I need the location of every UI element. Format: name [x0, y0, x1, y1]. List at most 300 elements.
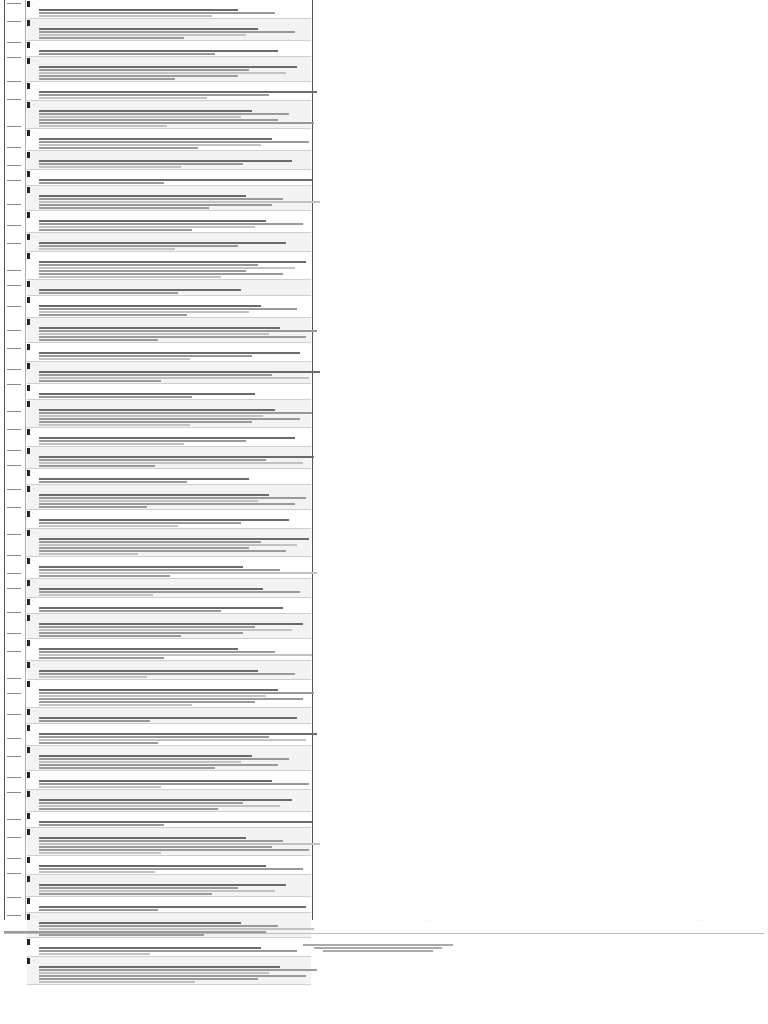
text-line	[39, 635, 181, 637]
text-line	[39, 69, 249, 71]
row-marker-icon	[27, 448, 30, 454]
thread-row[interactable]	[27, 0, 311, 19]
gutter-line-number	[7, 693, 21, 694]
text-line	[39, 594, 153, 596]
text-line	[39, 953, 150, 955]
thread-row-title: · ·	[32, 791, 35, 796]
text-line	[39, 648, 238, 650]
text-line	[39, 327, 280, 329]
text-line	[39, 610, 221, 612]
text-line	[39, 409, 275, 411]
thread-row[interactable]	[27, 828, 311, 856]
thread-row-title: · ·	[32, 813, 35, 818]
text-line	[39, 736, 269, 738]
gutter-line-number	[7, 348, 21, 349]
thread-row-header	[27, 812, 311, 820]
row-marker-icon	[27, 1, 30, 7]
text-line	[39, 50, 278, 52]
text-line	[39, 566, 243, 568]
text-line	[39, 308, 297, 310]
thread-row-title: · ·	[32, 429, 35, 434]
text-line	[39, 947, 261, 949]
text-line	[39, 396, 192, 398]
text-line	[39, 53, 215, 55]
text-line	[39, 657, 164, 659]
text-line	[39, 352, 300, 354]
gutter-line-number	[7, 738, 21, 739]
thread-row[interactable]	[27, 469, 311, 485]
text-line	[39, 865, 266, 867]
thread-row-title: · ·	[32, 363, 35, 368]
row-marker-icon	[27, 42, 30, 48]
row-marker-icon	[27, 20, 30, 26]
text-line	[39, 94, 269, 96]
text-line	[39, 424, 190, 426]
thread-row[interactable]	[27, 252, 311, 280]
thread-row-title: · ·	[32, 939, 35, 944]
thread-row-header	[27, 708, 311, 716]
row-marker-icon	[27, 876, 30, 882]
thread-row-header	[27, 856, 311, 864]
row-marker-icon	[27, 530, 30, 536]
text-line	[39, 119, 278, 121]
text-line	[39, 245, 238, 247]
thread-row[interactable]	[27, 812, 311, 828]
text-line	[39, 459, 266, 461]
thread-row-title: · ·	[32, 599, 35, 604]
text-line	[39, 786, 161, 788]
row-marker-icon	[27, 363, 30, 369]
text-line	[39, 767, 215, 769]
thread-row-header	[27, 151, 311, 159]
text-line	[39, 276, 221, 278]
thread-row-header	[27, 170, 311, 178]
text-line	[39, 144, 261, 146]
text-line	[39, 764, 278, 766]
gutter-line-number	[7, 588, 21, 589]
thread-row-header	[27, 384, 311, 392]
thread-row-title: · ·	[32, 1, 35, 6]
text-line	[39, 519, 289, 521]
gutter-line-number	[7, 633, 21, 634]
thread-row[interactable]	[27, 913, 311, 938]
thread-row-header	[27, 579, 311, 587]
thread-row-title: · ·	[32, 297, 35, 302]
text-line	[39, 443, 184, 445]
thread-row-header	[27, 639, 311, 647]
row-marker-icon	[27, 429, 30, 435]
thread-row-header	[27, 57, 311, 65]
row-marker-icon	[27, 297, 30, 303]
text-line	[39, 97, 207, 99]
text-line	[39, 698, 303, 700]
text-line	[39, 478, 249, 480]
row-marker-icon	[27, 319, 30, 325]
text-line	[39, 934, 204, 936]
thread-row-title: · ·	[32, 681, 35, 686]
text-line	[39, 37, 184, 39]
thread-row-title: · ·	[32, 102, 35, 107]
thread-row-header	[27, 614, 311, 622]
text-line	[39, 802, 243, 804]
thread-row[interactable]	[27, 746, 311, 771]
thread-row-title: · ·	[32, 401, 35, 406]
text-line	[39, 166, 181, 168]
text-line	[39, 887, 238, 889]
text-line	[39, 355, 252, 357]
gutter-line-number	[7, 204, 21, 205]
text-line	[39, 553, 138, 555]
text-line	[39, 330, 317, 332]
secondary-link[interactable]: · · · · ·	[420, 918, 429, 922]
text-line	[39, 588, 263, 590]
thread-row[interactable]	[27, 680, 311, 708]
text-line	[39, 909, 158, 911]
gutter-line-number	[7, 429, 21, 430]
text-line	[39, 871, 155, 873]
text-line	[39, 122, 314, 124]
text-line	[39, 78, 175, 80]
text-line	[39, 569, 280, 571]
row-marker-icon	[27, 939, 30, 945]
thread-row[interactable]	[27, 57, 311, 82]
text-line	[39, 333, 269, 335]
thread-row-header	[27, 400, 311, 408]
text-line	[39, 843, 320, 845]
thread-row[interactable]	[27, 708, 311, 724]
text-line	[39, 75, 238, 77]
text-line	[39, 34, 246, 36]
thread-row-title: · ·	[32, 898, 35, 903]
thread-row-header	[27, 129, 311, 137]
thread-row[interactable]	[27, 661, 311, 680]
text-line	[39, 824, 164, 826]
thread-row[interactable]	[27, 771, 311, 790]
thread-row-header	[27, 469, 311, 477]
thread-row[interactable]	[27, 129, 311, 151]
row-marker-icon	[27, 152, 30, 158]
thread-row-title: · ·	[32, 448, 35, 453]
thread-row-title: · ·	[32, 640, 35, 645]
thread-row-title: · ·	[32, 152, 35, 157]
text-line	[39, 704, 192, 706]
text-line	[39, 267, 295, 269]
gutter-line-number	[7, 489, 21, 490]
text-line	[314, 947, 442, 949]
thread-row[interactable]	[27, 639, 311, 661]
text-line	[39, 261, 306, 263]
text-line	[39, 497, 306, 499]
thread-row[interactable]	[27, 186, 311, 211]
text-line	[39, 575, 170, 577]
thread-row-title: · ·	[32, 20, 35, 25]
thread-row[interactable]	[27, 41, 311, 57]
text-line	[39, 207, 209, 209]
gutter-line-number	[7, 858, 21, 859]
thread-row-title: · ·	[32, 876, 35, 881]
thread-row[interactable]	[27, 790, 311, 812]
thread-row-title: · ·	[32, 281, 35, 286]
thread-row-header	[27, 233, 311, 241]
text-line	[39, 91, 317, 93]
text-line	[39, 849, 309, 851]
thread-row[interactable]	[27, 82, 311, 101]
text-line	[39, 198, 283, 200]
text-line	[39, 547, 249, 549]
gutter-line-number	[7, 243, 21, 244]
text-line	[39, 182, 164, 184]
thread-row-header	[27, 875, 311, 883]
text-line	[39, 339, 158, 341]
thread-row[interactable]	[27, 318, 311, 343]
row-marker-icon	[27, 857, 30, 863]
row-marker-icon	[27, 486, 30, 492]
text-line	[39, 66, 297, 68]
thread-row-title: · ·	[32, 212, 35, 217]
text-line	[39, 380, 161, 382]
text-line	[39, 248, 175, 250]
text-line	[39, 676, 147, 678]
row-marker-icon	[27, 401, 30, 407]
thread-row[interactable]	[27, 211, 311, 233]
text-line	[39, 695, 266, 697]
thread-row-header	[27, 280, 311, 288]
thread-row-header	[27, 318, 311, 326]
thread-row[interactable]	[27, 296, 311, 318]
text-line	[39, 270, 246, 272]
thread-row-title: · ·	[32, 42, 35, 47]
thread-row[interactable]	[27, 579, 311, 598]
row-marker-icon	[27, 772, 30, 778]
gutter-line-number	[7, 411, 21, 412]
thread-row[interactable]	[27, 233, 311, 252]
gutter-line-number	[7, 555, 21, 556]
row-marker-icon	[27, 829, 30, 835]
thread-row-header	[27, 957, 311, 965]
row-marker-icon	[27, 212, 30, 218]
text-line	[39, 969, 317, 971]
text-line	[39, 226, 255, 228]
row-marker-icon	[27, 470, 30, 476]
thread-row[interactable]	[27, 362, 311, 384]
thread-row[interactable]	[27, 447, 311, 469]
thread-row-title: · ·	[32, 530, 35, 535]
thread-row[interactable]	[27, 384, 311, 400]
gutter-line-number	[7, 384, 21, 385]
text-line	[39, 626, 255, 628]
row-marker-icon	[27, 580, 30, 586]
text-line	[39, 852, 161, 854]
text-line	[39, 755, 252, 757]
thread-row[interactable]	[27, 170, 311, 186]
text-line	[39, 223, 303, 225]
text-line	[39, 116, 241, 118]
text-line	[39, 544, 297, 546]
text-line	[39, 541, 261, 543]
thread-row-header	[27, 362, 311, 370]
thread-row-title: · ·	[32, 615, 35, 620]
text-line	[39, 377, 309, 379]
gutter-line-number	[7, 534, 21, 535]
thread-row-title: · ·	[32, 83, 35, 88]
thread-row-header	[27, 343, 311, 351]
text-line	[39, 739, 306, 741]
thread-row[interactable]	[27, 875, 311, 897]
thread-row[interactable]	[27, 19, 311, 41]
thread-row[interactable]	[27, 598, 311, 614]
row-marker-icon	[27, 725, 30, 731]
thread-pane	[4, 0, 313, 963]
thread-row-title: · ·	[32, 234, 35, 239]
row-marker-icon	[27, 58, 30, 64]
text-line	[39, 758, 289, 760]
thread-row[interactable]	[27, 485, 311, 510]
text-line	[39, 808, 218, 810]
text-line	[39, 572, 317, 574]
text-line	[39, 273, 283, 275]
thread-row[interactable]	[27, 151, 311, 170]
thread-row[interactable]	[27, 529, 311, 557]
text-line	[39, 670, 258, 672]
row-marker-icon	[27, 171, 30, 177]
text-line	[39, 975, 306, 977]
thread-row-title: · ·	[32, 58, 35, 63]
thread-row[interactable]	[27, 343, 311, 362]
text-line	[39, 525, 178, 527]
text-line	[39, 673, 295, 675]
row-marker-icon	[27, 511, 30, 517]
text-line	[39, 884, 286, 886]
thread-row-header	[27, 447, 311, 455]
text-line	[39, 163, 243, 165]
text-line	[39, 500, 258, 502]
thread-row-header	[27, 724, 311, 732]
thread-row-header	[27, 428, 311, 436]
thread-row-header	[27, 897, 311, 905]
row-marker-icon	[27, 234, 30, 240]
text-line	[39, 591, 300, 593]
text-line	[39, 717, 297, 719]
gutter-line-number	[7, 573, 21, 574]
row-marker-icon	[27, 599, 30, 605]
text-line	[39, 292, 178, 294]
text-line	[39, 465, 155, 467]
text-line	[39, 840, 283, 842]
text-line	[39, 15, 212, 17]
text-line	[39, 415, 263, 417]
text-line	[39, 805, 280, 807]
gutter-line-number	[7, 330, 21, 331]
row-marker-icon	[27, 385, 30, 391]
text-line	[39, 437, 295, 439]
thread-row-header	[27, 557, 311, 565]
thread-row-title: · ·	[32, 187, 35, 192]
thread-row-title: · ·	[32, 130, 35, 135]
text-line	[39, 783, 309, 785]
thread-row[interactable]	[27, 510, 311, 529]
row-marker-icon	[27, 83, 30, 89]
gutter-line-number	[7, 369, 21, 370]
thread-row-header	[27, 296, 311, 304]
thread-row[interactable]	[27, 957, 311, 985]
text-line	[39, 950, 297, 952]
text-line	[39, 456, 314, 458]
thread-row[interactable]	[27, 428, 311, 447]
thread-row-title: · ·	[32, 558, 35, 563]
text-line	[39, 72, 286, 74]
thread-row-title: · ·	[32, 958, 35, 963]
text-line	[39, 12, 275, 14]
thread-row[interactable]	[27, 400, 311, 428]
text-line	[39, 204, 272, 206]
text-line	[39, 632, 243, 634]
text-line	[39, 336, 306, 338]
gutter-line-number	[7, 897, 21, 898]
footer-line-1: · · ·	[375, 938, 381, 942]
gutter-line-number	[7, 465, 21, 466]
thread-row-header	[27, 680, 311, 688]
text-line	[39, 651, 275, 653]
thread-row[interactable]	[27, 557, 311, 579]
text-line	[39, 925, 278, 927]
thread-row[interactable]	[27, 724, 311, 746]
row-marker-icon	[27, 681, 30, 687]
line-gutter	[5, 0, 26, 920]
thread-row[interactable]	[27, 280, 311, 296]
thread-row[interactable]	[27, 614, 311, 639]
thread-row[interactable]	[27, 897, 311, 913]
thread-row-header	[27, 790, 311, 798]
gutter-line-number	[7, 126, 21, 127]
text-line	[39, 692, 314, 694]
text-line	[39, 761, 241, 763]
text-line	[39, 742, 158, 744]
thread-row-title: · ·	[32, 725, 35, 730]
gutter-line-number	[7, 81, 21, 82]
thread-row-header	[27, 82, 311, 90]
text-line	[39, 393, 255, 395]
gutter-line-number	[7, 651, 21, 652]
text-line	[39, 113, 289, 115]
text-line	[39, 503, 295, 505]
bottom-info	[4, 926, 40, 933]
text-line	[39, 440, 246, 442]
thread-row-header	[27, 913, 311, 921]
gutter-line-number	[7, 756, 21, 757]
text-line	[39, 9, 238, 11]
row-marker-icon	[27, 344, 30, 350]
row-marker-icon	[27, 662, 30, 668]
text-line	[39, 125, 167, 127]
thread-row-header	[27, 211, 311, 219]
gutter-line-number	[7, 678, 21, 679]
gutter-line-number	[7, 777, 21, 778]
thread-row-header	[27, 485, 311, 493]
thread-row-header	[27, 661, 311, 669]
gutter-line-number	[7, 57, 21, 58]
thread-row-header	[27, 41, 311, 49]
text-line	[39, 506, 147, 508]
thread-row[interactable]	[27, 101, 311, 129]
thread-row-header	[27, 0, 311, 8]
tertiary-link[interactable]: · · · · ·	[696, 918, 705, 922]
text-line	[39, 141, 309, 143]
text-line	[39, 538, 309, 540]
thread-row[interactable]	[27, 856, 311, 875]
thread-row-title: · ·	[32, 171, 35, 176]
page-footer	[268, 939, 488, 952]
text-line	[39, 138, 272, 140]
